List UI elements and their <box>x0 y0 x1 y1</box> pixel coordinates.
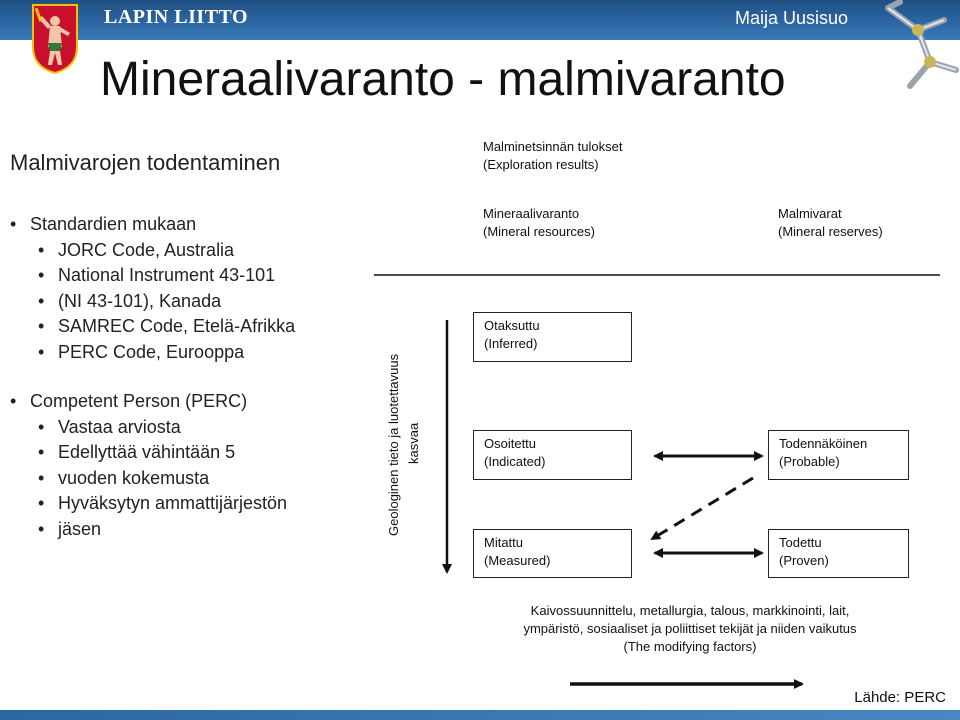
bullet-standards: • Standardien mukaan <box>10 212 360 238</box>
bullet-person-item: • Edellyttää vähintään 5 <box>10 440 360 466</box>
geological-knowledge-axis-label: Geologinen tieto ja luotettavuus kasvaa <box>386 353 421 536</box>
exploration-results-label: Malminetsinnän tulokset (Exploration results) <box>483 139 623 172</box>
bullet-person-item: • Hyväksytyn ammattijärjestön <box>10 491 360 517</box>
indicated-box: Osoitettu (Indicated) <box>473 430 632 480</box>
measured-box: Mitattu (Measured) <box>473 529 632 578</box>
coat-of-arms-logo <box>30 3 80 75</box>
slide-title: Mineraalivaranto - malmivaranto <box>100 53 786 106</box>
crystal-decoration <box>860 0 960 90</box>
probable-measured-dashed-arrow <box>652 478 753 539</box>
bullet-standard-item-text: (NI 43-101), Kanada <box>58 290 222 311</box>
bullet-person-item-continued <box>10 517 360 543</box>
modifying-factors-text: Kaivossuunnittelu, metallurgia, talous, markkinointi, lait, ympäristö, sosiaaliset ja poliittiset tekijät ja niiden vaikutus (The modifying factors) <box>523 603 857 654</box>
inferred-box: Otaksuttu (Inferred) <box>473 312 632 362</box>
slide-subtitle: Malmivarojen todentaminen <box>10 150 281 175</box>
bullet-standard-item: • PERC Code, Eurooppa <box>10 340 360 366</box>
bullet-standard-item: • JORC Code, Australia <box>10 238 360 264</box>
source-note: Lähde: PERC <box>854 689 946 706</box>
probable-box: Todennäköinen (Probable) <box>768 430 909 480</box>
bullet-standard-item: • National Instrument 43-101 <box>10 263 360 289</box>
bullet-person-item-text: jäsen <box>58 518 102 539</box>
bullet-person-item-continued <box>10 466 360 492</box>
mineral-reserves-label: Malmivarat (Mineral reserves) <box>778 206 883 239</box>
bullet-person-item-text: vuoden kokemusta <box>58 467 210 488</box>
resource-classification-diagram <box>370 130 960 690</box>
bullet-list <box>10 212 360 542</box>
bullet-standard-item-continued <box>10 289 360 315</box>
bullet-standard-item: • SAMREC Code, Etelä-Afrikka <box>10 314 360 340</box>
org-name: LAPIN LIITTO <box>104 6 249 28</box>
footer-bar <box>0 710 960 720</box>
author-name: Maija Uusisuo <box>734 8 848 28</box>
proven-box: Todettu (Proven) <box>768 529 909 578</box>
bullet-person-item: • Vastaa arviosta <box>10 415 360 441</box>
mineral-resources-label: Mineraalivaranto (Mineral resources) <box>483 206 595 239</box>
bullet-competent-person: • Competent Person (PERC) <box>10 389 360 415</box>
header-bar <box>0 0 960 40</box>
